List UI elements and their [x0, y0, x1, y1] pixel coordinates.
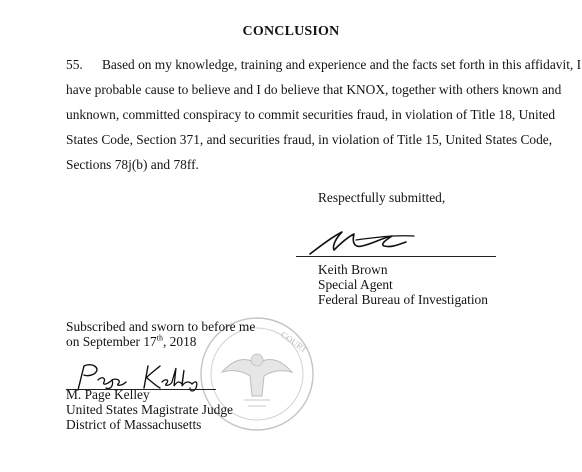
paragraph-line-4: States Code, Section 371, and securities fraud, in violation of Title 15, United States Code, — [66, 132, 553, 147]
agent-name: Keith Brown — [318, 262, 388, 277]
agent-signature — [296, 224, 496, 260]
jurat-date-suffix: , 2018 — [162, 334, 197, 349]
judge-title: United States Magistrate Judge — [66, 402, 233, 417]
judge-name: M. Page Kelley — [66, 387, 150, 402]
paragraph-line-5: Sections 78j(b) and 78ff. — [66, 157, 199, 172]
section-heading: CONCLUSION — [242, 24, 340, 39]
jurat-line-1: Subscribed and sworn to before me — [66, 319, 256, 334]
judge-district: District of Massachusetts — [66, 417, 202, 432]
agent-title: Special Agent — [318, 277, 393, 292]
paragraph-line-3: unknown, committed conspiracy to commit securities fraud, in violation of Title 18, United — [66, 107, 556, 122]
agent-signature-line — [296, 256, 496, 257]
jurat-date-prefix: on September 17 — [66, 334, 157, 349]
paragraph-line-1: Based on my knowledge, training and experience and the facts set forth in this affidavit, I — [102, 57, 582, 72]
agent-agency: Federal Bureau of Investigation — [318, 292, 488, 307]
seal-text: COURT — [278, 329, 310, 355]
jurat-date — [66, 334, 196, 349]
paragraph-number: 55. — [66, 57, 83, 72]
paragraph-line-2: have probable cause to believe and I do believe that KNOX, together with others known and — [66, 82, 562, 97]
agent-block — [318, 262, 488, 307]
jurat-date-sup: th — [156, 333, 163, 343]
closing-text: Respectfully submitted, — [318, 190, 446, 205]
